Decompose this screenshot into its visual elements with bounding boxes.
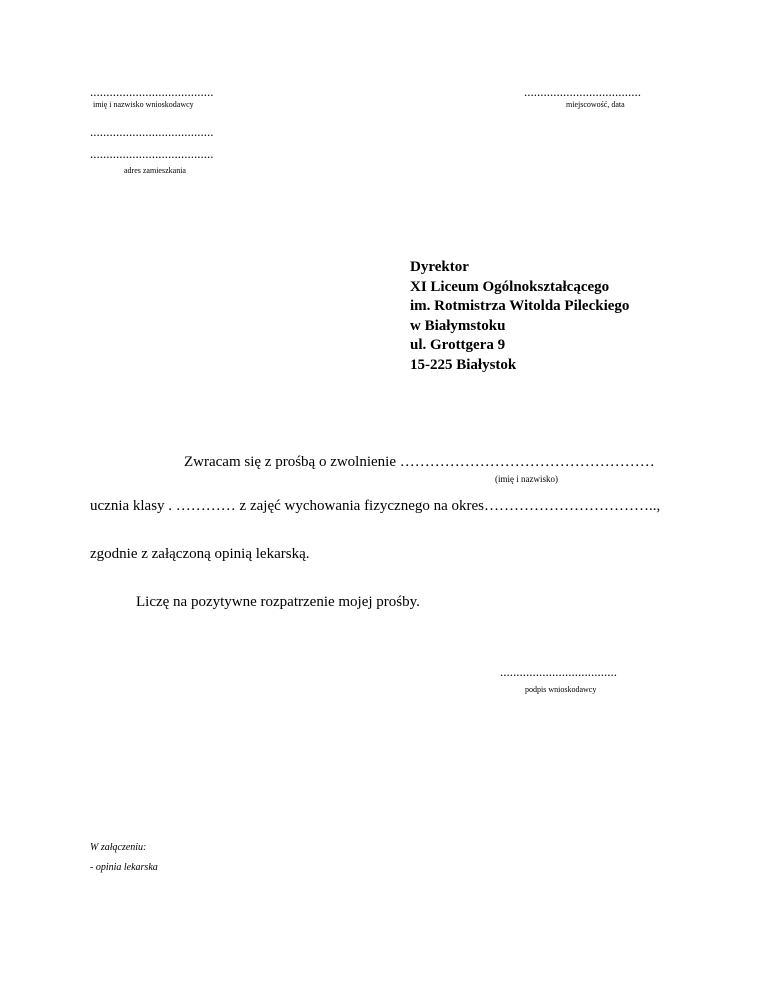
attachments-item: - opinia lekarska — [90, 862, 158, 873]
attachments-heading: W załączeniu: — [90, 842, 147, 853]
class-period-line: ucznia klasy . ………… z zajęć wychowania fizycznego na okres…………………………….., — [90, 498, 661, 514]
closing-line: Liczę na pozytywne rozpatrzenie mojej prośby. — [136, 594, 420, 610]
sender-address-field-1[interactable]: ...................................... — [90, 124, 214, 139]
recipient-address — [410, 258, 629, 375]
sender-name-label: imię i nazwisko wnioskodawcy — [93, 100, 194, 109]
sender-name-field[interactable]: ...................................... — [90, 84, 214, 99]
signature-label: podpis wnioskodawcy — [525, 685, 597, 694]
recipient-line: XI Liceum Ogólnokształcącego — [410, 278, 610, 295]
name-hint: (imię i nazwisko) — [495, 474, 558, 484]
sender-address-field-2[interactable]: ...................................... — [90, 146, 214, 161]
attachment-reference-line: zgodnie z załączoną opinią lekarską. — [90, 546, 310, 562]
request-line: Zwracam się z prośbą o zwolnienie …………………………………………… — [184, 454, 655, 470]
recipient-line: im. Rotmistrza Witolda Pileckiego — [410, 298, 630, 314]
signature-field[interactable]: .................................... — [500, 664, 617, 679]
recipient-line: w Białymstoku — [410, 317, 506, 334]
place-date-field[interactable]: .................................... — [524, 84, 641, 99]
recipient-line: ul. Grottgera 9 — [410, 337, 506, 353]
recipient-line: Dyrektor — [410, 259, 469, 275]
sender-address-label: adres zamieszkania — [124, 166, 186, 175]
recipient-line: 15-225 Białystok — [410, 356, 517, 373]
place-date-label: miejscowość, data — [566, 100, 625, 109]
